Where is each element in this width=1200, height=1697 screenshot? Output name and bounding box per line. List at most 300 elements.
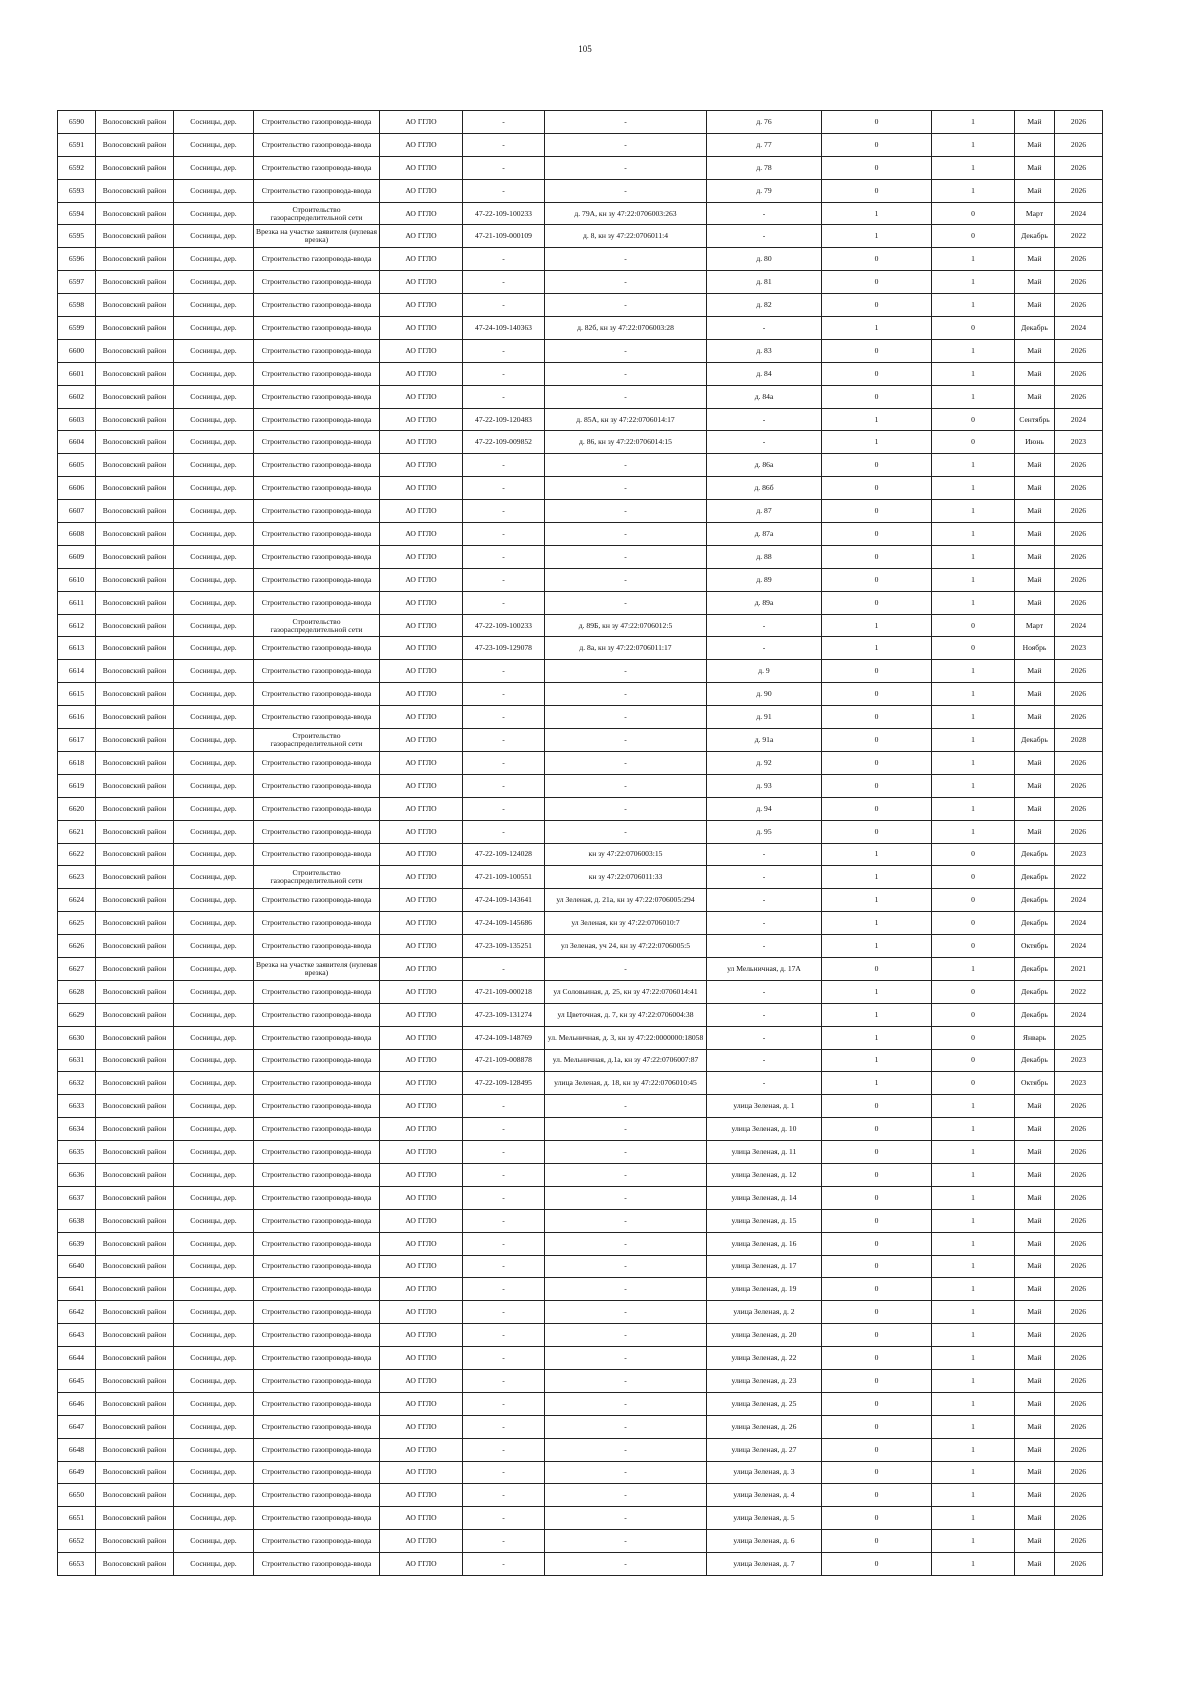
- month-cell: Май: [1015, 1118, 1055, 1141]
- year-cell: 2026: [1055, 1438, 1103, 1461]
- district-cell: Волосовский район: [96, 1461, 174, 1484]
- row-number: 6642: [58, 1301, 96, 1324]
- table-row: [58, 912, 1103, 935]
- month-cell: Октябрь: [1015, 1072, 1055, 1095]
- row-number: 6618: [58, 751, 96, 774]
- district-cell: Волосовский район: [96, 477, 174, 500]
- table-row: [58, 500, 1103, 523]
- contract-number-cell: 47-24-109-145686: [463, 912, 545, 935]
- contract-number-cell: -: [463, 1415, 545, 1438]
- month-cell: Май: [1015, 156, 1055, 179]
- month-cell: Май: [1015, 1301, 1055, 1324]
- organization-cell: АО ГГЛО: [380, 385, 463, 408]
- work-type-cell: Строительство газопровода-ввода: [254, 1072, 380, 1095]
- work-type-cell: Строительство газопровода-ввода: [254, 1232, 380, 1255]
- month-cell: Март: [1015, 202, 1055, 225]
- year-cell: 2026: [1055, 1324, 1103, 1347]
- value-b-cell: 1: [932, 523, 1015, 546]
- value-a-cell: 0: [822, 957, 932, 980]
- table-row: [58, 362, 1103, 385]
- value-a-cell: 0: [822, 454, 932, 477]
- cadastral-address-cell: -: [545, 454, 707, 477]
- cadastral-address-cell: -: [545, 1530, 707, 1553]
- contract-number-cell: -: [463, 957, 545, 980]
- contract-number-cell: 47-22-109-120483: [463, 408, 545, 431]
- row-number: 6602: [58, 385, 96, 408]
- value-b-cell: 1: [932, 797, 1015, 820]
- value-b-cell: 0: [932, 202, 1015, 225]
- organization-cell: АО ГГЛО: [380, 568, 463, 591]
- table-row: [58, 179, 1103, 202]
- value-a-cell: 0: [822, 1438, 932, 1461]
- value-b-cell: 1: [932, 385, 1015, 408]
- address-cell: д. 87а: [707, 523, 822, 546]
- table-row: [58, 1347, 1103, 1370]
- settlement-cell: Сосницы, дер.: [174, 408, 254, 431]
- organization-cell: АО ГГЛО: [380, 1461, 463, 1484]
- district-cell: Волосовский район: [96, 980, 174, 1003]
- table-row: [58, 1530, 1103, 1553]
- district-cell: Волосовский район: [96, 1095, 174, 1118]
- value-a-cell: 0: [822, 1347, 932, 1370]
- settlement-cell: Сосницы, дер.: [174, 317, 254, 340]
- month-cell: Январь: [1015, 1026, 1055, 1049]
- organization-cell: АО ГГЛО: [380, 545, 463, 568]
- settlement-cell: Сосницы, дер.: [174, 1141, 254, 1164]
- contract-number-cell: -: [463, 454, 545, 477]
- month-cell: Май: [1015, 1095, 1055, 1118]
- value-a-cell: 0: [822, 1232, 932, 1255]
- settlement-cell: Сосницы, дер.: [174, 1461, 254, 1484]
- settlement-cell: Сосницы, дер.: [174, 1369, 254, 1392]
- work-type-cell: Строительство газопровода-ввода: [254, 523, 380, 546]
- settlement-cell: Сосницы, дер.: [174, 500, 254, 523]
- row-number: 6621: [58, 820, 96, 843]
- value-a-cell: 0: [822, 774, 932, 797]
- address-cell: улица Зеленая, д. 10: [707, 1118, 822, 1141]
- address-cell: д. 90: [707, 683, 822, 706]
- table-row: [58, 820, 1103, 843]
- organization-cell: АО ГГЛО: [380, 591, 463, 614]
- cadastral-address-cell: -: [545, 797, 707, 820]
- row-number: 6591: [58, 133, 96, 156]
- cadastral-address-cell: -: [545, 820, 707, 843]
- settlement-cell: Сосницы, дер.: [174, 111, 254, 134]
- organization-cell: АО ГГЛО: [380, 179, 463, 202]
- year-cell: 2026: [1055, 156, 1103, 179]
- cadastral-address-cell: -: [545, 660, 707, 683]
- work-type-cell: Строительство газораспределительной сети: [254, 866, 380, 889]
- row-number: 6601: [58, 362, 96, 385]
- organization-cell: АО ГГЛО: [380, 957, 463, 980]
- table-row: [58, 1369, 1103, 1392]
- contract-number-cell: -: [463, 1163, 545, 1186]
- district-cell: Волосовский район: [96, 362, 174, 385]
- organization-cell: АО ГГЛО: [380, 1049, 463, 1072]
- organization-cell: АО ГГЛО: [380, 1438, 463, 1461]
- work-type-cell: Строительство газопровода-ввода: [254, 1530, 380, 1553]
- settlement-cell: Сосницы, дер.: [174, 843, 254, 866]
- cadastral-address-cell: -: [545, 1186, 707, 1209]
- value-a-cell: 0: [822, 591, 932, 614]
- district-cell: Волосовский район: [96, 820, 174, 843]
- value-b-cell: 1: [932, 1347, 1015, 1370]
- work-type-cell: Строительство газопровода-ввода: [254, 408, 380, 431]
- value-b-cell: 1: [932, 454, 1015, 477]
- row-number: 6595: [58, 225, 96, 248]
- month-cell: Май: [1015, 1507, 1055, 1530]
- contract-number-cell: -: [463, 1369, 545, 1392]
- work-type-cell: Строительство газопровода-ввода: [254, 1484, 380, 1507]
- month-cell: Май: [1015, 1530, 1055, 1553]
- contract-number-cell: 47-24-109-148769: [463, 1026, 545, 1049]
- contract-number-cell: -: [463, 111, 545, 134]
- year-cell: 2024: [1055, 317, 1103, 340]
- row-number: 6652: [58, 1530, 96, 1553]
- value-b-cell: 0: [932, 889, 1015, 912]
- value-a-cell: 1: [822, 1049, 932, 1072]
- cadastral-address-cell: ул Зеленая, д. 21а, кн зу 47:22:0706005:294: [545, 889, 707, 912]
- cadastral-address-cell: -: [545, 683, 707, 706]
- value-b-cell: 1: [932, 179, 1015, 202]
- year-cell: 2022: [1055, 225, 1103, 248]
- row-number: 6645: [58, 1369, 96, 1392]
- address-cell: -: [707, 202, 822, 225]
- settlement-cell: Сосницы, дер.: [174, 179, 254, 202]
- value-a-cell: 0: [822, 751, 932, 774]
- table-row: [58, 729, 1103, 752]
- year-cell: 2024: [1055, 935, 1103, 958]
- value-a-cell: 0: [822, 1530, 932, 1553]
- settlement-cell: Сосницы, дер.: [174, 706, 254, 729]
- month-cell: Июнь: [1015, 431, 1055, 454]
- settlement-cell: Сосницы, дер.: [174, 431, 254, 454]
- table-row: [58, 133, 1103, 156]
- address-cell: -: [707, 614, 822, 637]
- cadastral-address-cell: -: [545, 1232, 707, 1255]
- month-cell: Май: [1015, 660, 1055, 683]
- value-b-cell: 1: [932, 1186, 1015, 1209]
- settlement-cell: Сосницы, дер.: [174, 1095, 254, 1118]
- value-a-cell: 1: [822, 202, 932, 225]
- value-a-cell: 0: [822, 385, 932, 408]
- table-row: [58, 1324, 1103, 1347]
- address-cell: д. 91а: [707, 729, 822, 752]
- table-row: [58, 294, 1103, 317]
- value-a-cell: 0: [822, 1186, 932, 1209]
- month-cell: Май: [1015, 1163, 1055, 1186]
- year-cell: 2026: [1055, 1163, 1103, 1186]
- value-a-cell: 0: [822, 1255, 932, 1278]
- organization-cell: АО ГГЛО: [380, 362, 463, 385]
- cadastral-address-cell: -: [545, 523, 707, 546]
- contract-number-cell: -: [463, 523, 545, 546]
- settlement-cell: Сосницы, дер.: [174, 1553, 254, 1576]
- organization-cell: АО ГГЛО: [380, 912, 463, 935]
- row-number: 6625: [58, 912, 96, 935]
- contract-number-cell: -: [463, 660, 545, 683]
- cadastral-address-cell: -: [545, 1301, 707, 1324]
- value-b-cell: 0: [932, 614, 1015, 637]
- contract-number-cell: -: [463, 820, 545, 843]
- settlement-cell: Сосницы, дер.: [174, 591, 254, 614]
- table-row: [58, 1392, 1103, 1415]
- work-type-cell: Строительство газопровода-ввода: [254, 637, 380, 660]
- work-type-cell: Строительство газопровода-ввода: [254, 454, 380, 477]
- organization-cell: АО ГГЛО: [380, 706, 463, 729]
- row-number: 6604: [58, 431, 96, 454]
- contract-number-cell: -: [463, 1347, 545, 1370]
- cadastral-address-cell: -: [545, 1438, 707, 1461]
- value-b-cell: 1: [932, 339, 1015, 362]
- district-cell: Волосовский район: [96, 568, 174, 591]
- year-cell: 2026: [1055, 1278, 1103, 1301]
- value-a-cell: 0: [822, 1118, 932, 1141]
- value-a-cell: 1: [822, 431, 932, 454]
- month-cell: Октябрь: [1015, 935, 1055, 958]
- year-cell: 2026: [1055, 1301, 1103, 1324]
- table-row: [58, 774, 1103, 797]
- value-a-cell: 1: [822, 843, 932, 866]
- address-cell: улица Зеленая, д. 20: [707, 1324, 822, 1347]
- address-cell: д. 9: [707, 660, 822, 683]
- row-number: 6626: [58, 935, 96, 958]
- settlement-cell: Сосницы, дер.: [174, 1232, 254, 1255]
- organization-cell: АО ГГЛО: [380, 523, 463, 546]
- row-number: 6630: [58, 1026, 96, 1049]
- address-cell: д. 79: [707, 179, 822, 202]
- table-row: [58, 408, 1103, 431]
- organization-cell: АО ГГЛО: [380, 1209, 463, 1232]
- value-a-cell: 0: [822, 271, 932, 294]
- value-b-cell: 1: [932, 820, 1015, 843]
- row-number: 6600: [58, 339, 96, 362]
- year-cell: 2026: [1055, 545, 1103, 568]
- table-row: [58, 1118, 1103, 1141]
- cadastral-address-cell: ул Зеленая, уч 24, кн зу 47:22:0706005:5: [545, 935, 707, 958]
- year-cell: 2026: [1055, 339, 1103, 362]
- year-cell: 2026: [1055, 1186, 1103, 1209]
- district-cell: Волосовский район: [96, 1026, 174, 1049]
- district-cell: Волосовский район: [96, 1324, 174, 1347]
- district-cell: Волосовский район: [96, 912, 174, 935]
- district-cell: Волосовский район: [96, 706, 174, 729]
- value-a-cell: 0: [822, 523, 932, 546]
- row-number: 6636: [58, 1163, 96, 1186]
- month-cell: Май: [1015, 1553, 1055, 1576]
- value-a-cell: 0: [822, 179, 932, 202]
- cadastral-address-cell: -: [545, 1369, 707, 1392]
- organization-cell: АО ГГЛО: [380, 751, 463, 774]
- work-type-cell: Строительство газораспределительной сети: [254, 614, 380, 637]
- table-row: [58, 957, 1103, 980]
- row-number: 6606: [58, 477, 96, 500]
- row-number: 6614: [58, 660, 96, 683]
- address-cell: д. 81: [707, 271, 822, 294]
- organization-cell: АО ГГЛО: [380, 431, 463, 454]
- row-number: 6596: [58, 248, 96, 271]
- district-cell: Волосовский район: [96, 591, 174, 614]
- contract-number-cell: -: [463, 797, 545, 820]
- settlement-cell: Сосницы, дер.: [174, 797, 254, 820]
- value-b-cell: 1: [932, 477, 1015, 500]
- year-cell: 2026: [1055, 271, 1103, 294]
- district-cell: Волосовский район: [96, 935, 174, 958]
- district-cell: Волосовский район: [96, 454, 174, 477]
- address-cell: д. 88: [707, 545, 822, 568]
- value-b-cell: 1: [932, 111, 1015, 134]
- work-type-cell: Строительство газопровода-ввода: [254, 1118, 380, 1141]
- month-cell: Май: [1015, 1255, 1055, 1278]
- settlement-cell: Сосницы, дер.: [174, 1301, 254, 1324]
- district-cell: Волосовский район: [96, 660, 174, 683]
- address-cell: д. 94: [707, 797, 822, 820]
- contract-number-cell: -: [463, 706, 545, 729]
- contract-number-cell: -: [463, 477, 545, 500]
- value-a-cell: 0: [822, 568, 932, 591]
- settlement-cell: Сосницы, дер.: [174, 935, 254, 958]
- organization-cell: АО ГГЛО: [380, 1003, 463, 1026]
- table-row: [58, 980, 1103, 1003]
- contract-number-cell: 47-23-109-135251: [463, 935, 545, 958]
- value-b-cell: 1: [932, 500, 1015, 523]
- value-b-cell: 0: [932, 980, 1015, 1003]
- address-cell: улица Зеленая, д. 1: [707, 1095, 822, 1118]
- address-cell: д. 89: [707, 568, 822, 591]
- table-row: [58, 1003, 1103, 1026]
- settlement-cell: Сосницы, дер.: [174, 1484, 254, 1507]
- settlement-cell: Сосницы, дер.: [174, 774, 254, 797]
- work-type-cell: Строительство газопровода-ввода: [254, 1278, 380, 1301]
- address-cell: д. 86а: [707, 454, 822, 477]
- work-type-cell: Строительство газопровода-ввода: [254, 385, 380, 408]
- table-row: [58, 248, 1103, 271]
- year-cell: 2026: [1055, 1369, 1103, 1392]
- district-cell: Волосовский район: [96, 683, 174, 706]
- month-cell: Май: [1015, 706, 1055, 729]
- settlement-cell: Сосницы, дер.: [174, 362, 254, 385]
- cadastral-address-cell: -: [545, 1278, 707, 1301]
- work-type-cell: Строительство газопровода-ввода: [254, 706, 380, 729]
- address-cell: -: [707, 935, 822, 958]
- value-b-cell: 1: [932, 568, 1015, 591]
- settlement-cell: Сосницы, дер.: [174, 545, 254, 568]
- address-cell: улица Зеленая, д. 2: [707, 1301, 822, 1324]
- table-row: [58, 751, 1103, 774]
- table-row: [58, 1507, 1103, 1530]
- month-cell: Май: [1015, 500, 1055, 523]
- value-a-cell: 0: [822, 545, 932, 568]
- organization-cell: АО ГГЛО: [380, 248, 463, 271]
- value-b-cell: 1: [932, 248, 1015, 271]
- value-a-cell: 0: [822, 1324, 932, 1347]
- address-cell: улица Зеленая, д. 16: [707, 1232, 822, 1255]
- contract-number-cell: -: [463, 133, 545, 156]
- address-cell: улица Зеленая, д. 4: [707, 1484, 822, 1507]
- address-cell: улица Зеленая, д. 15: [707, 1209, 822, 1232]
- district-cell: Волосовский район: [96, 614, 174, 637]
- value-a-cell: 1: [822, 1072, 932, 1095]
- value-b-cell: 1: [932, 294, 1015, 317]
- table-row: [58, 1461, 1103, 1484]
- table-row: [58, 339, 1103, 362]
- district-cell: Волосовский район: [96, 156, 174, 179]
- table-row: [58, 1255, 1103, 1278]
- row-number: 6650: [58, 1484, 96, 1507]
- month-cell: Май: [1015, 1415, 1055, 1438]
- value-a-cell: 0: [822, 156, 932, 179]
- value-a-cell: 0: [822, 248, 932, 271]
- work-type-cell: Строительство газопровода-ввода: [254, 156, 380, 179]
- value-b-cell: 0: [932, 866, 1015, 889]
- address-cell: д. 84: [707, 362, 822, 385]
- district-cell: Волосовский район: [96, 1415, 174, 1438]
- row-number: 6647: [58, 1415, 96, 1438]
- value-a-cell: 1: [822, 980, 932, 1003]
- district-cell: Волосовский район: [96, 545, 174, 568]
- district-cell: Волосовский район: [96, 271, 174, 294]
- month-cell: Декабрь: [1015, 866, 1055, 889]
- year-cell: 2024: [1055, 408, 1103, 431]
- organization-cell: АО ГГЛО: [380, 980, 463, 1003]
- year-cell: 2022: [1055, 866, 1103, 889]
- settlement-cell: Сосницы, дер.: [174, 751, 254, 774]
- settlement-cell: Сосницы, дер.: [174, 1049, 254, 1072]
- district-cell: Волосовский район: [96, 729, 174, 752]
- month-cell: Май: [1015, 751, 1055, 774]
- district-cell: Волосовский район: [96, 1392, 174, 1415]
- cadastral-address-cell: -: [545, 957, 707, 980]
- value-b-cell: 0: [932, 1026, 1015, 1049]
- row-number: 6592: [58, 156, 96, 179]
- value-b-cell: 0: [932, 1003, 1015, 1026]
- organization-cell: АО ГГЛО: [380, 637, 463, 660]
- month-cell: Май: [1015, 179, 1055, 202]
- work-type-cell: Строительство газопровода-ввода: [254, 1369, 380, 1392]
- month-cell: Май: [1015, 1347, 1055, 1370]
- month-cell: Ноябрь: [1015, 637, 1055, 660]
- value-b-cell: 0: [932, 317, 1015, 340]
- month-cell: Май: [1015, 339, 1055, 362]
- settlement-cell: Сосницы, дер.: [174, 225, 254, 248]
- district-cell: Волосовский район: [96, 1553, 174, 1576]
- value-b-cell: 1: [932, 1507, 1015, 1530]
- contract-number-cell: -: [463, 568, 545, 591]
- table-row: [58, 1072, 1103, 1095]
- value-b-cell: 1: [932, 751, 1015, 774]
- organization-cell: АО ГГЛО: [380, 317, 463, 340]
- year-cell: 2026: [1055, 1461, 1103, 1484]
- value-b-cell: 0: [932, 637, 1015, 660]
- address-cell: д. 91: [707, 706, 822, 729]
- district-cell: Волосовский район: [96, 1530, 174, 1553]
- district-cell: Волосовский район: [96, 1301, 174, 1324]
- month-cell: Май: [1015, 1324, 1055, 1347]
- year-cell: 2026: [1055, 1255, 1103, 1278]
- value-a-cell: 0: [822, 1484, 932, 1507]
- row-number: 6653: [58, 1553, 96, 1576]
- value-b-cell: 1: [932, 1324, 1015, 1347]
- district-cell: Волосовский район: [96, 431, 174, 454]
- settlement-cell: Сосницы, дер.: [174, 523, 254, 546]
- value-b-cell: 1: [932, 729, 1015, 752]
- value-b-cell: 1: [932, 1301, 1015, 1324]
- year-cell: 2026: [1055, 568, 1103, 591]
- month-cell: Май: [1015, 820, 1055, 843]
- table-row: [58, 225, 1103, 248]
- table-row: [58, 683, 1103, 706]
- value-a-cell: 0: [822, 706, 932, 729]
